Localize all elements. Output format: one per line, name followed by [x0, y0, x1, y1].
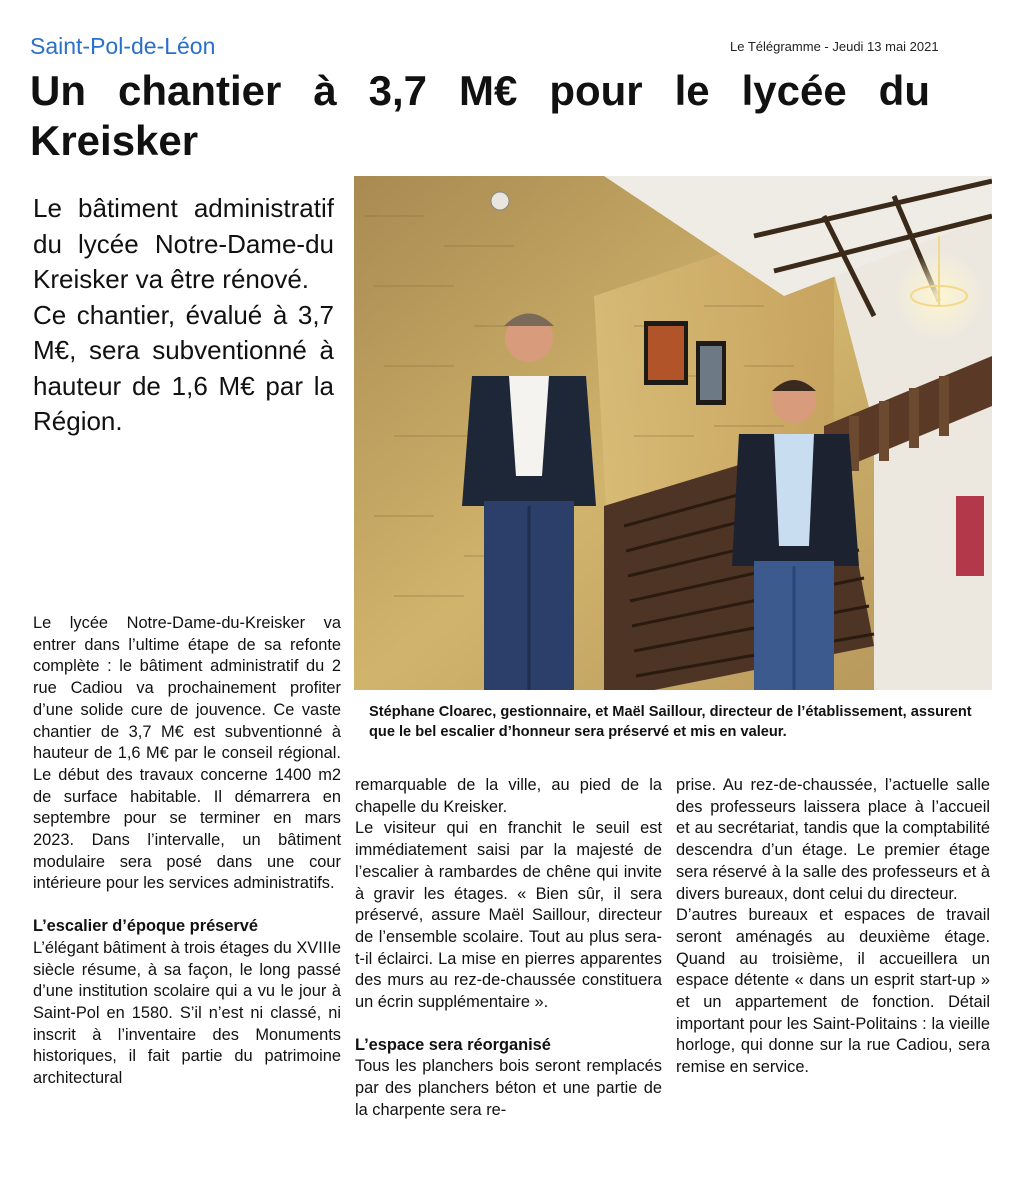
subheading-escalier: L’escalier d’époque préservé [33, 917, 259, 936]
body-paragraph: remarquable de la ville, au pied de la chapelle du Kreisker. [355, 776, 662, 816]
body-paragraph: Le lycée Notre-Dame-du-Kreisker va entrer dans l’ultime étape de sa refonte complète : le bâtiment administratif du 2 rue Cadiou va prochainement profiter d’une solide cure de jouvence. Ce vaste chantier de 3,7 M€ est subventionné à hauteur de 1,6 M€ par le conseil régional. Le début des travaux concerne 1400 m2 de surface habitable. Il démarrera en septembre pour se terminer en mars 2023. Dans l’intervalle, un bâtiment modulaire sera posé dans une cour intérieure pour les services administratifs. [33, 614, 341, 893]
lead-paragraph-1: Le bâtiment administratif du lycée Notre-Dame-du Kreisker va être rénové. [33, 193, 334, 294]
body-paragraph: D’autres bureaux et espaces de travail seront aménagés au deuxième étage. Quand au troisième, il accueillera un espace détente « dans un esprit start-up » et un appartement de fonction. Détail important pour les Saint-Politains : la vieille horloge, qui donne sur la rue Cadiou, sera remise en service. [676, 906, 990, 1077]
article-column-2 [355, 775, 662, 1122]
body-paragraph: Le visiteur qui en franchit le seuil est immédiatement saisi par la majesté de l’escalier à rambardes de chêne qui invite à gravir les étages. « Bien sûr, il sera préservé, assure Maël Saillour, directeur de l’ensemble scolaire. Tout au plus sera-t-il éclairci. La mise en pierres apparentes des murs au rez-de-chaussée constituera un écrin supplémentaire ». [355, 819, 662, 1012]
article-column-3 [676, 775, 990, 1079]
article-photo [354, 176, 992, 690]
article-headline: Un chantier à 3,7 M€ pour le lycée du Kreisker [30, 67, 930, 164]
source-dateline: Le Télégramme - Jeudi 13 mai 2021 [730, 39, 939, 54]
photo-illustration [354, 176, 992, 690]
photo-caption: Stéphane Cloarec, gestionnaire, et Maël Saillour, directeur de l’établissement, assurent que le bel escalier d’honneur sera préservé et mis en valeur. [369, 704, 972, 740]
body-paragraph: prise. Au rez-de-chaussée, l’actuelle salle des professeurs laissera place à l’accueil et au secrétariat, tandis que la comptabilité descendra d’un étage. Le premier étage sera réservé à la salle des professeurs et à divers bureaux, dont celui du directeur. [676, 776, 990, 903]
body-paragraph: Tous les planchers bois seront remplacés par des planchers béton et une partie de la charpente sera re- [355, 1057, 662, 1119]
article-column-1 [33, 613, 341, 1090]
body-paragraph: L’élégant bâtiment à trois étages du XVIIIe siècle résume, à sa façon, le long passé d’une institution scolaire qui a vu le jour à Saint-Pol en 1580. S’il n’est ni classé, ni inscrit à l’inventaire des Monuments historiques, il fait partie du patrimoine architectural [33, 938, 341, 1088]
subheading-espace: L’espace sera réorganisé [355, 1035, 551, 1054]
section-rubric: Saint-Pol-de-Léon [30, 33, 216, 59]
article-lead [33, 191, 334, 440]
lead-paragraph-2: Ce chantier, évalué à 3,7 M€, sera subventionné à hauteur de 1,6 M€ par la Région. [33, 299, 334, 436]
